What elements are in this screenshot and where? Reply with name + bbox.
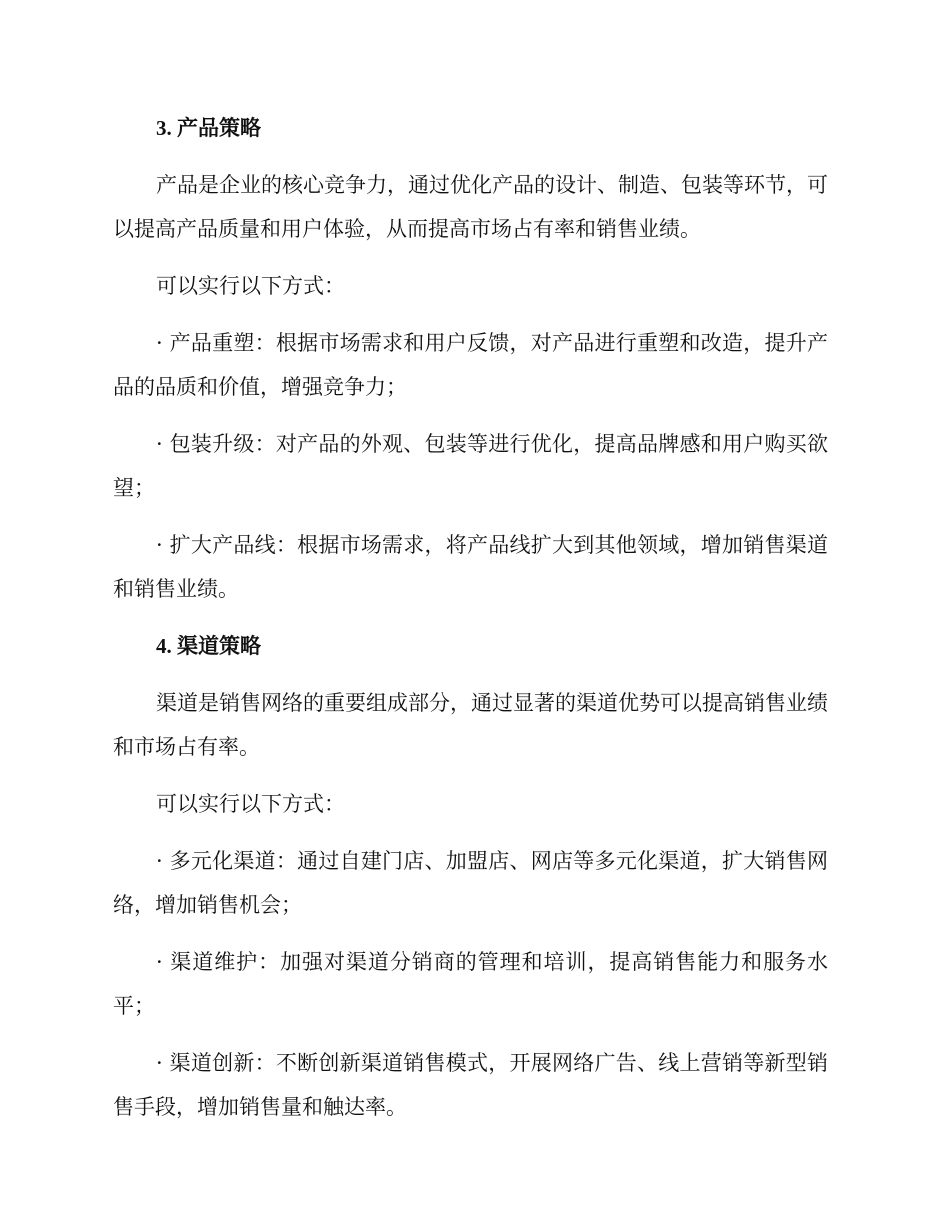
section-4-intro: 渠道是销售网络的重要组成部分，通过显著的渠道优势可以提高销售业绩和市场占有率。 xyxy=(113,691,828,759)
section-4-item-channel-innovation: · 渠道创新：不断创新渠道销售模式，开展网络广告、线上营销等新型销售手段，增加销售量和触达率。 xyxy=(113,1051,828,1119)
section-4-item-channel-maintenance: · 渠道维护：加强对渠道分销商的管理和培训，提高销售能力和服务水平； xyxy=(113,950,828,1018)
section-3-item-packaging-upgrade: · 包装升级：对产品的外观、包装等进行优化，提高品牌感和用户购买欲望； xyxy=(113,432,828,500)
section-4-heading: 4. 渠道策略 xyxy=(156,634,261,658)
document-body xyxy=(113,106,828,1142)
section-3-item-product-reshape: · 产品重塑：根据市场需求和用户反馈，对产品进行重塑和改造，提升产品的品质和价值，增强竞争力； xyxy=(113,331,828,399)
section-3-intro: 产品是企业的核心竞争力，通过优化产品的设计、制造、包装等环节，可以提高产品质量和用户体验，从而提高市场占有率和销售业绩。 xyxy=(113,173,828,241)
section-3-heading: 3. 产品策略 xyxy=(156,116,261,140)
section-3-lead: 可以实行以下方式： xyxy=(156,274,345,298)
section-4-item-diversified-channels: · 多元化渠道：通过自建门店、加盟店、网店等多元化渠道，扩大销售网络，增加销售机会； xyxy=(113,849,828,917)
section-4-lead: 可以实行以下方式： xyxy=(156,792,345,816)
section-3-item-expand-product-line: · 扩大产品线：根据市场需求，将产品线扩大到其他领域，增加销售渠道和销售业绩。 xyxy=(113,533,828,601)
